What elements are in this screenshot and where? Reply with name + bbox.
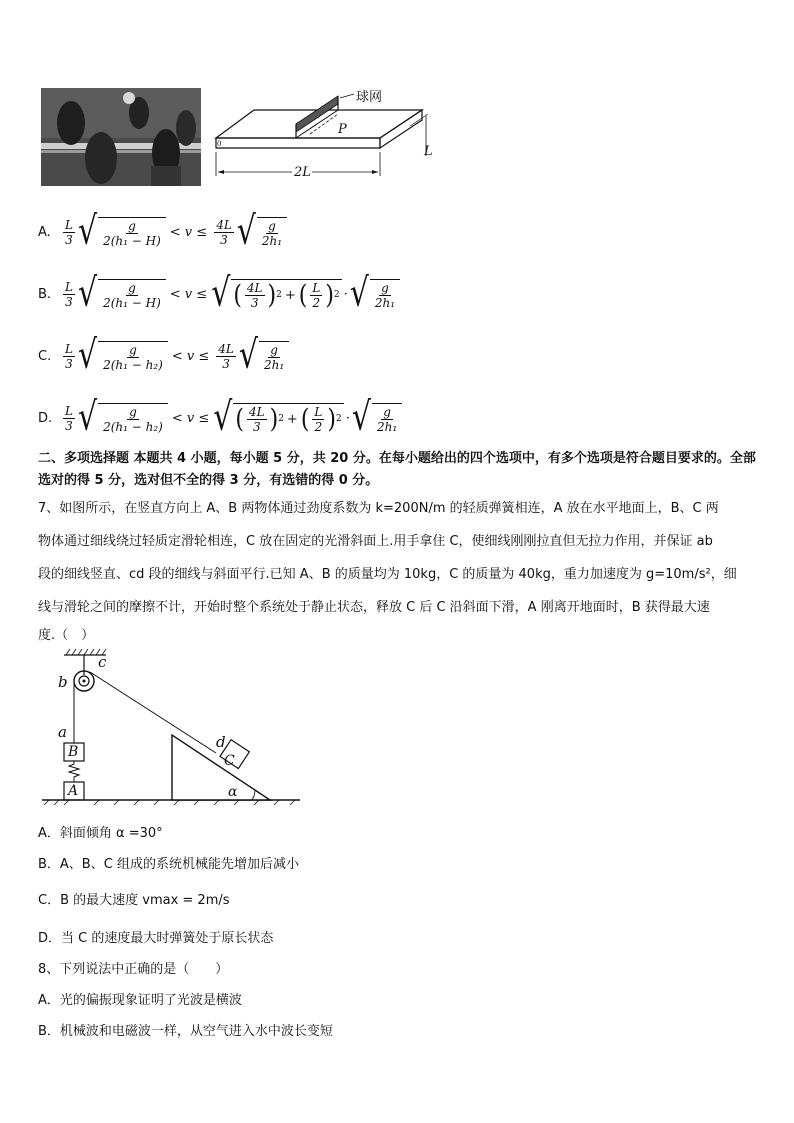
q7-option-c[interactable]: C．B 的最大速度 vmax = 2m/s (38, 893, 230, 908)
net-label: 球网 (356, 90, 383, 105)
q6-b-sum-root: √ ( $\frac{4L}{3}$ ) 2 + ( $\frac{L}{2}$ ) 2 (211, 270, 340, 317)
q7-option-a[interactable]: A．斜面倾角 α =30° (38, 826, 163, 841)
point-p-label: P (338, 122, 347, 137)
q7-line-2: 物体通过细线绕过轻质定滑轮相连，C 放在固定的光滑斜面上.用手拿住 C，使细线刚刚拉直但无拉力作用，并保证 ab (38, 534, 713, 549)
q7-line-3: 段的细线竖直、cd 段的细线与斜面平行.已知 A、B 的质量均为 10kg，C 的质量为 40kg，重力加速度为 g=10m/s²，细 (38, 567, 737, 582)
q7-line-4: 线与滑轮之间的摩擦不计，开始时整个系统处于静止状态，释放 C 后 C 沿斜面下滑，A 刚离开地面时，B 获得最大速 (38, 600, 710, 615)
label-block-a: A (68, 783, 79, 799)
label-b-point: b (58, 673, 68, 691)
q6-d-sum-root: √ ( $\frac{4L}{3}$ ) 2 + ( $\frac{L}{2}$ ) 2 (213, 394, 342, 441)
label-block-b: B (68, 744, 79, 760)
court-diagram (212, 86, 442, 188)
q6-option-b[interactable]: B. $\frac{L}{3}$ √ $\frac{g}{\text{2(h₁ − H)}}$ < v ≤ √ ( $\frac{4L}{3}$ ) 2 + ( $\frac{L}{2}$ ) 2 · √ $\frac{g}{\text{2h₁}}$ (38, 274, 400, 314)
pulley-incline-diagram (40, 645, 302, 805)
q6-option-d[interactable]: D. $\frac{L}{3}$ √ $\frac{g}{\text{2(h₁ − h₂)}}$ < v ≤ √ ( $\frac{4L}{3}$ ) 2 + ( $\frac{L}{2}$ ) 2 · √ $\frac{g}{\text{2h₁}}$ (38, 398, 402, 438)
label-c-point: c (98, 653, 107, 671)
q7-option-d[interactable]: D．当 C 的速度最大时弹簧处于原长状态 (38, 931, 274, 946)
q7-option-b[interactable]: B．A、B、C 组成的系统机械能先增加后减小 (38, 857, 299, 872)
q6-option-c[interactable]: C. $\frac{L}{3}$ √ $\frac{g}{\text{2(h₁ − h₂)}}$ < v ≤ $\frac{4L}{3}$ √ $\frac{g}{\text{2h₁}}$ (38, 336, 289, 376)
q7-line-5: 度.（ ） (38, 628, 95, 643)
q7-line-1: 7、如图所示，在竖直方向上 A、B 两物体通过劲度系数为 k=200N/m 的轻质弹簧相连，A 放在水平地面上，B、C 两 (38, 501, 719, 516)
length-l-label: L (424, 144, 433, 159)
label-a-point: a (58, 723, 67, 741)
label-block-c: C (224, 753, 235, 769)
label-d-point: d (216, 733, 226, 751)
q8-option-b[interactable]: B．机械波和电磁波一样，从空气进入水中波长变短 (38, 1024, 333, 1039)
volleyball-photo (41, 88, 201, 186)
length-2l-label: 2L (294, 165, 311, 180)
svg-text:0: 0 (217, 140, 222, 148)
q8-stem: 8、下列说法中正确的是（ ） (38, 962, 229, 977)
section-2-header: 二、多项选择题 本题共 4 小题，每小题 5 分，共 20 分。在每小题给出的四个选项中，有多个选项是符合题目要求的。全部选对的得 5 分，选对但不全的得 3 分，有选错的得 0 分。 (38, 451, 756, 488)
q6-option-a[interactable]: A. $\frac{L}{3}$ √ $\frac{g}{\text{2(h₁ − H)}}$ < v ≤ $\frac{4L}{3}$ √ $\frac{g}{\text{2h₁}}$ (38, 212, 287, 252)
label-alpha: α (228, 784, 238, 800)
q8-option-a[interactable]: A．光的偏振现象证明了光波是横波 (38, 993, 242, 1008)
